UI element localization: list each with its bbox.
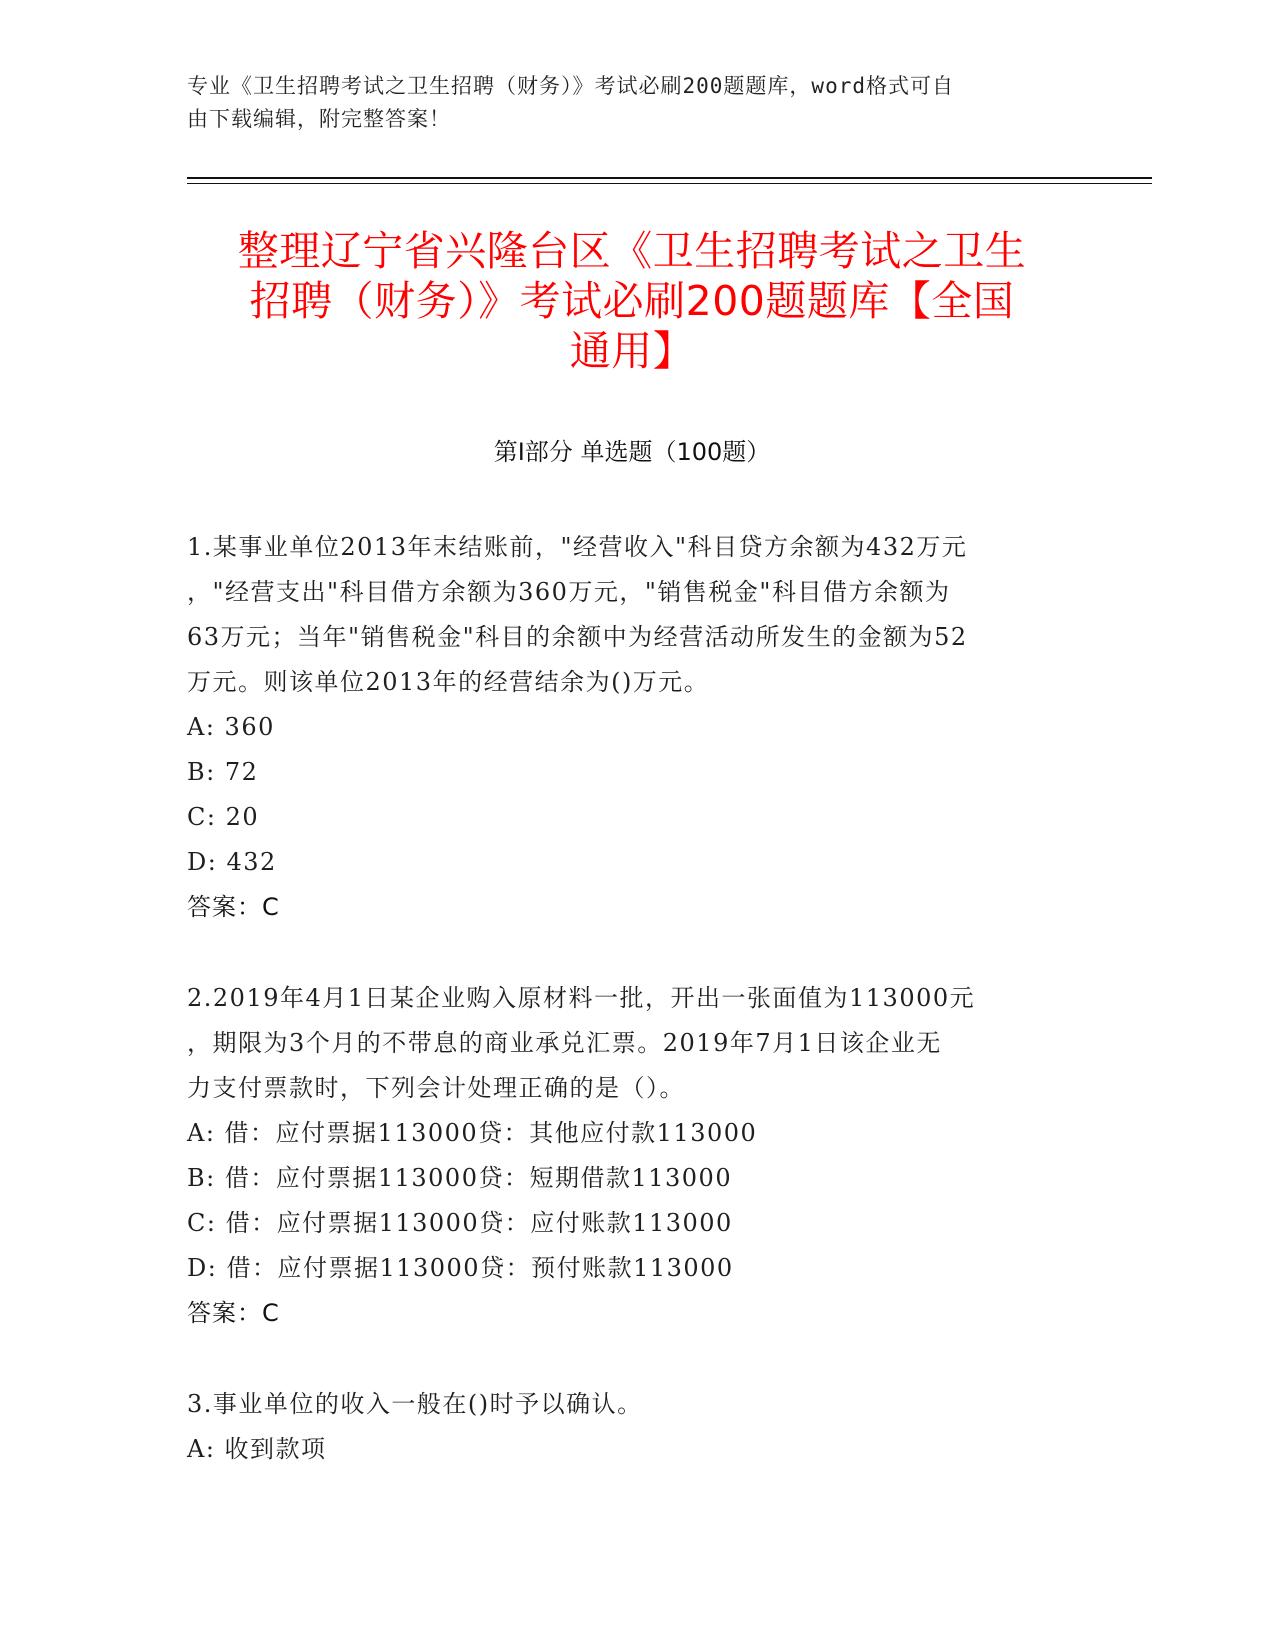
title-line: 通用】 <box>569 327 695 375</box>
option-c: C: 20 <box>187 803 260 831</box>
stem-line: ，"经营支出"科目借方余额为360万元，"销售税金"科目借方余额为 <box>187 578 951 606</box>
question-3 <box>187 1382 1077 1472</box>
question-stem <box>187 525 1077 705</box>
stem-line: 1.某事业单位2013年末结账前，"经营收入"科目贷方余额为432万元 <box>187 533 968 561</box>
header-rule-thick <box>187 177 1152 179</box>
question-1 <box>187 525 1077 930</box>
option-a: A: 360 <box>187 713 275 741</box>
stem-line: 2.2019年4月1日某企业购入原材料一批，开出一张面值为113000元 <box>187 984 976 1012</box>
title-line: 招聘（财务）》考试必刷200题题库【全国 <box>249 277 1015 325</box>
document-intro <box>187 70 1057 136</box>
option-a: A: 借：应付票据113000贷：其他应付款113000 <box>187 1119 758 1147</box>
intro-line: 专业《卫生招聘考试之卫生招聘（财务）》考试必刷200题题库，word格式可自 <box>187 74 954 98</box>
option-b: B: 借：应付票据113000贷：短期借款113000 <box>187 1164 733 1192</box>
question-2 <box>187 976 1077 1336</box>
answer: 答案：C <box>187 893 280 921</box>
answer: 答案：C <box>187 1299 280 1327</box>
option-a: A: 收到款项 <box>187 1435 327 1463</box>
option-d: D: 借：应付票据113000贷：预付账款113000 <box>187 1254 734 1282</box>
intro-line: 由下载编辑，附完整答案！ <box>187 107 451 131</box>
header-rule-thin <box>187 183 1152 184</box>
option-b: B: 72 <box>187 758 259 786</box>
question-stem <box>187 1382 1077 1427</box>
option-c: C: 借：应付票据113000贷：应付账款113000 <box>187 1209 733 1237</box>
stem-line: 63万元；当年"销售税金"科目的余额中为经营活动所发生的金额为52 <box>187 623 968 651</box>
stem-line: 万元。则该单位2013年的经营结余为()万元。 <box>187 668 710 696</box>
stem-line: 3.事业单位的收入一般在()时予以确认。 <box>187 1390 643 1418</box>
stem-line: 力支付票款时，下列会计处理正确的是（）。 <box>187 1074 685 1102</box>
option-d: D: 432 <box>187 848 277 876</box>
stem-line: ，期限为3个月的不带息的商业承兑汇票。2019年7月1日该企业无 <box>187 1029 942 1057</box>
question-stem <box>187 976 1077 1111</box>
document-title <box>187 226 1077 376</box>
title-line: 整理辽宁省兴隆台区《卫生招聘考试之卫生 <box>237 227 1027 275</box>
section-title: 第I部分 单选题（100题） <box>493 438 771 466</box>
question-list <box>187 525 1077 1518</box>
